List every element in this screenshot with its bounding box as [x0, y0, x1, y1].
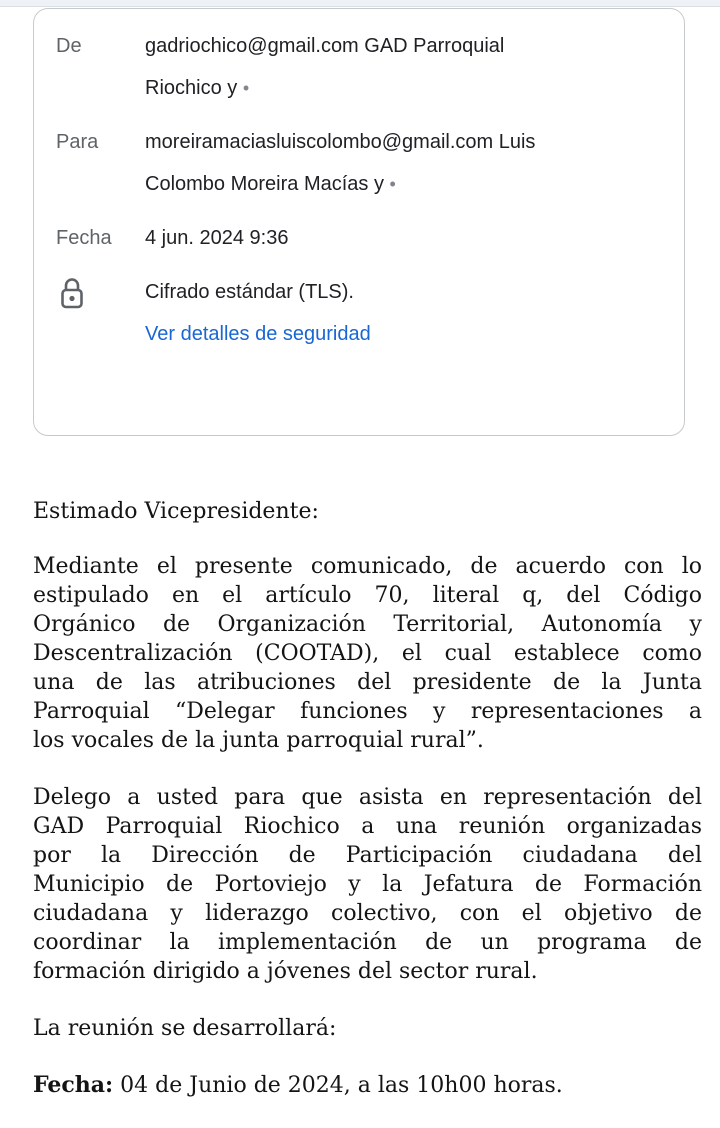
top-divider-strip	[0, 0, 720, 7]
body-line: Descentralización (COOTAD), el cual establece como	[33, 641, 702, 666]
security-row	[56, 271, 664, 355]
body-line: ciudadana y liderazgo colectivo, con el objetivo de	[33, 901, 702, 926]
header-value-line[interactable]: Riochico y •	[145, 77, 250, 99]
header-value-line[interactable]: Colombo Moreira Macías y •	[145, 173, 396, 195]
body-line: formación dirigido a jóvenes del sector rural.	[33, 959, 538, 984]
header-value-line[interactable]: moreiramaciasluiscolombo@gmail.com Luis	[145, 131, 536, 153]
header-row-label: Para	[56, 131, 99, 153]
bold-label: Fecha:	[33, 1072, 114, 1098]
encryption-status: Cifrado estándar (TLS).	[145, 281, 354, 303]
body-line: Fecha: 04 de Junio de 2024, a las 10h00 horas.	[33, 1072, 563, 1098]
lock-icon-cell	[56, 271, 145, 355]
email-details-card	[33, 8, 685, 436]
more-recipients-dot: •	[242, 78, 250, 98]
body-paragraph	[33, 783, 702, 986]
email-greeting: Estimado Vicepresidente:	[33, 499, 319, 524]
header-row-fecha	[56, 217, 664, 259]
body-line: Parroquial “Delegar funciones y representaciones a	[33, 699, 702, 724]
header-row-label: De	[56, 35, 82, 57]
header-value-line: 4 jun. 2024 9:36	[145, 227, 289, 249]
email-paragraphs	[33, 552, 702, 1100]
body-paragraph	[33, 1014, 702, 1043]
body-line: por la Dirección de Participación ciudadana del	[33, 843, 702, 868]
body-line: Municipio de Portoviejo y la Jefatura de Formación	[33, 872, 702, 897]
body-line: Orgánico de Organización Territorial, Autonomía y	[33, 612, 702, 637]
header-row-value	[145, 217, 664, 259]
email-body	[33, 497, 702, 1128]
header-row-value[interactable]	[145, 25, 664, 109]
body-line: coordinar la implementación de un programa de	[33, 930, 702, 955]
lock-icon	[58, 276, 86, 310]
security-details-link[interactable]: Ver detalles de seguridad	[145, 323, 371, 345]
body-paragraph	[33, 552, 702, 755]
header-value-line[interactable]: gadriochico@gmail.com GAD Parroquial	[145, 35, 505, 57]
body-line: Delego a usted para que asista en representación del	[33, 785, 702, 810]
body-line: una de las atribuciones del presidente de la Junta	[33, 670, 702, 695]
header-row-label: Fecha	[56, 227, 112, 249]
email-meta-rows	[56, 25, 664, 259]
body-line: Mediante el presente comunicado, de acuerdo con lo	[33, 554, 702, 579]
body-line: los vocales de la junta parroquial rural”.	[33, 728, 484, 753]
more-recipients-dot: •	[389, 174, 396, 194]
body-line: GAD Parroquial Riochico a una reunión organizadas	[33, 814, 702, 839]
header-row-value[interactable]	[145, 121, 664, 205]
body-line: La reunión se desarrollará:	[33, 1016, 337, 1041]
body-line: estipulado en el artículo 70, literal q, del Código	[33, 583, 702, 608]
header-row-de	[56, 25, 664, 109]
body-paragraph	[33, 1071, 702, 1100]
security-info	[145, 271, 664, 355]
header-row-para	[56, 121, 664, 205]
